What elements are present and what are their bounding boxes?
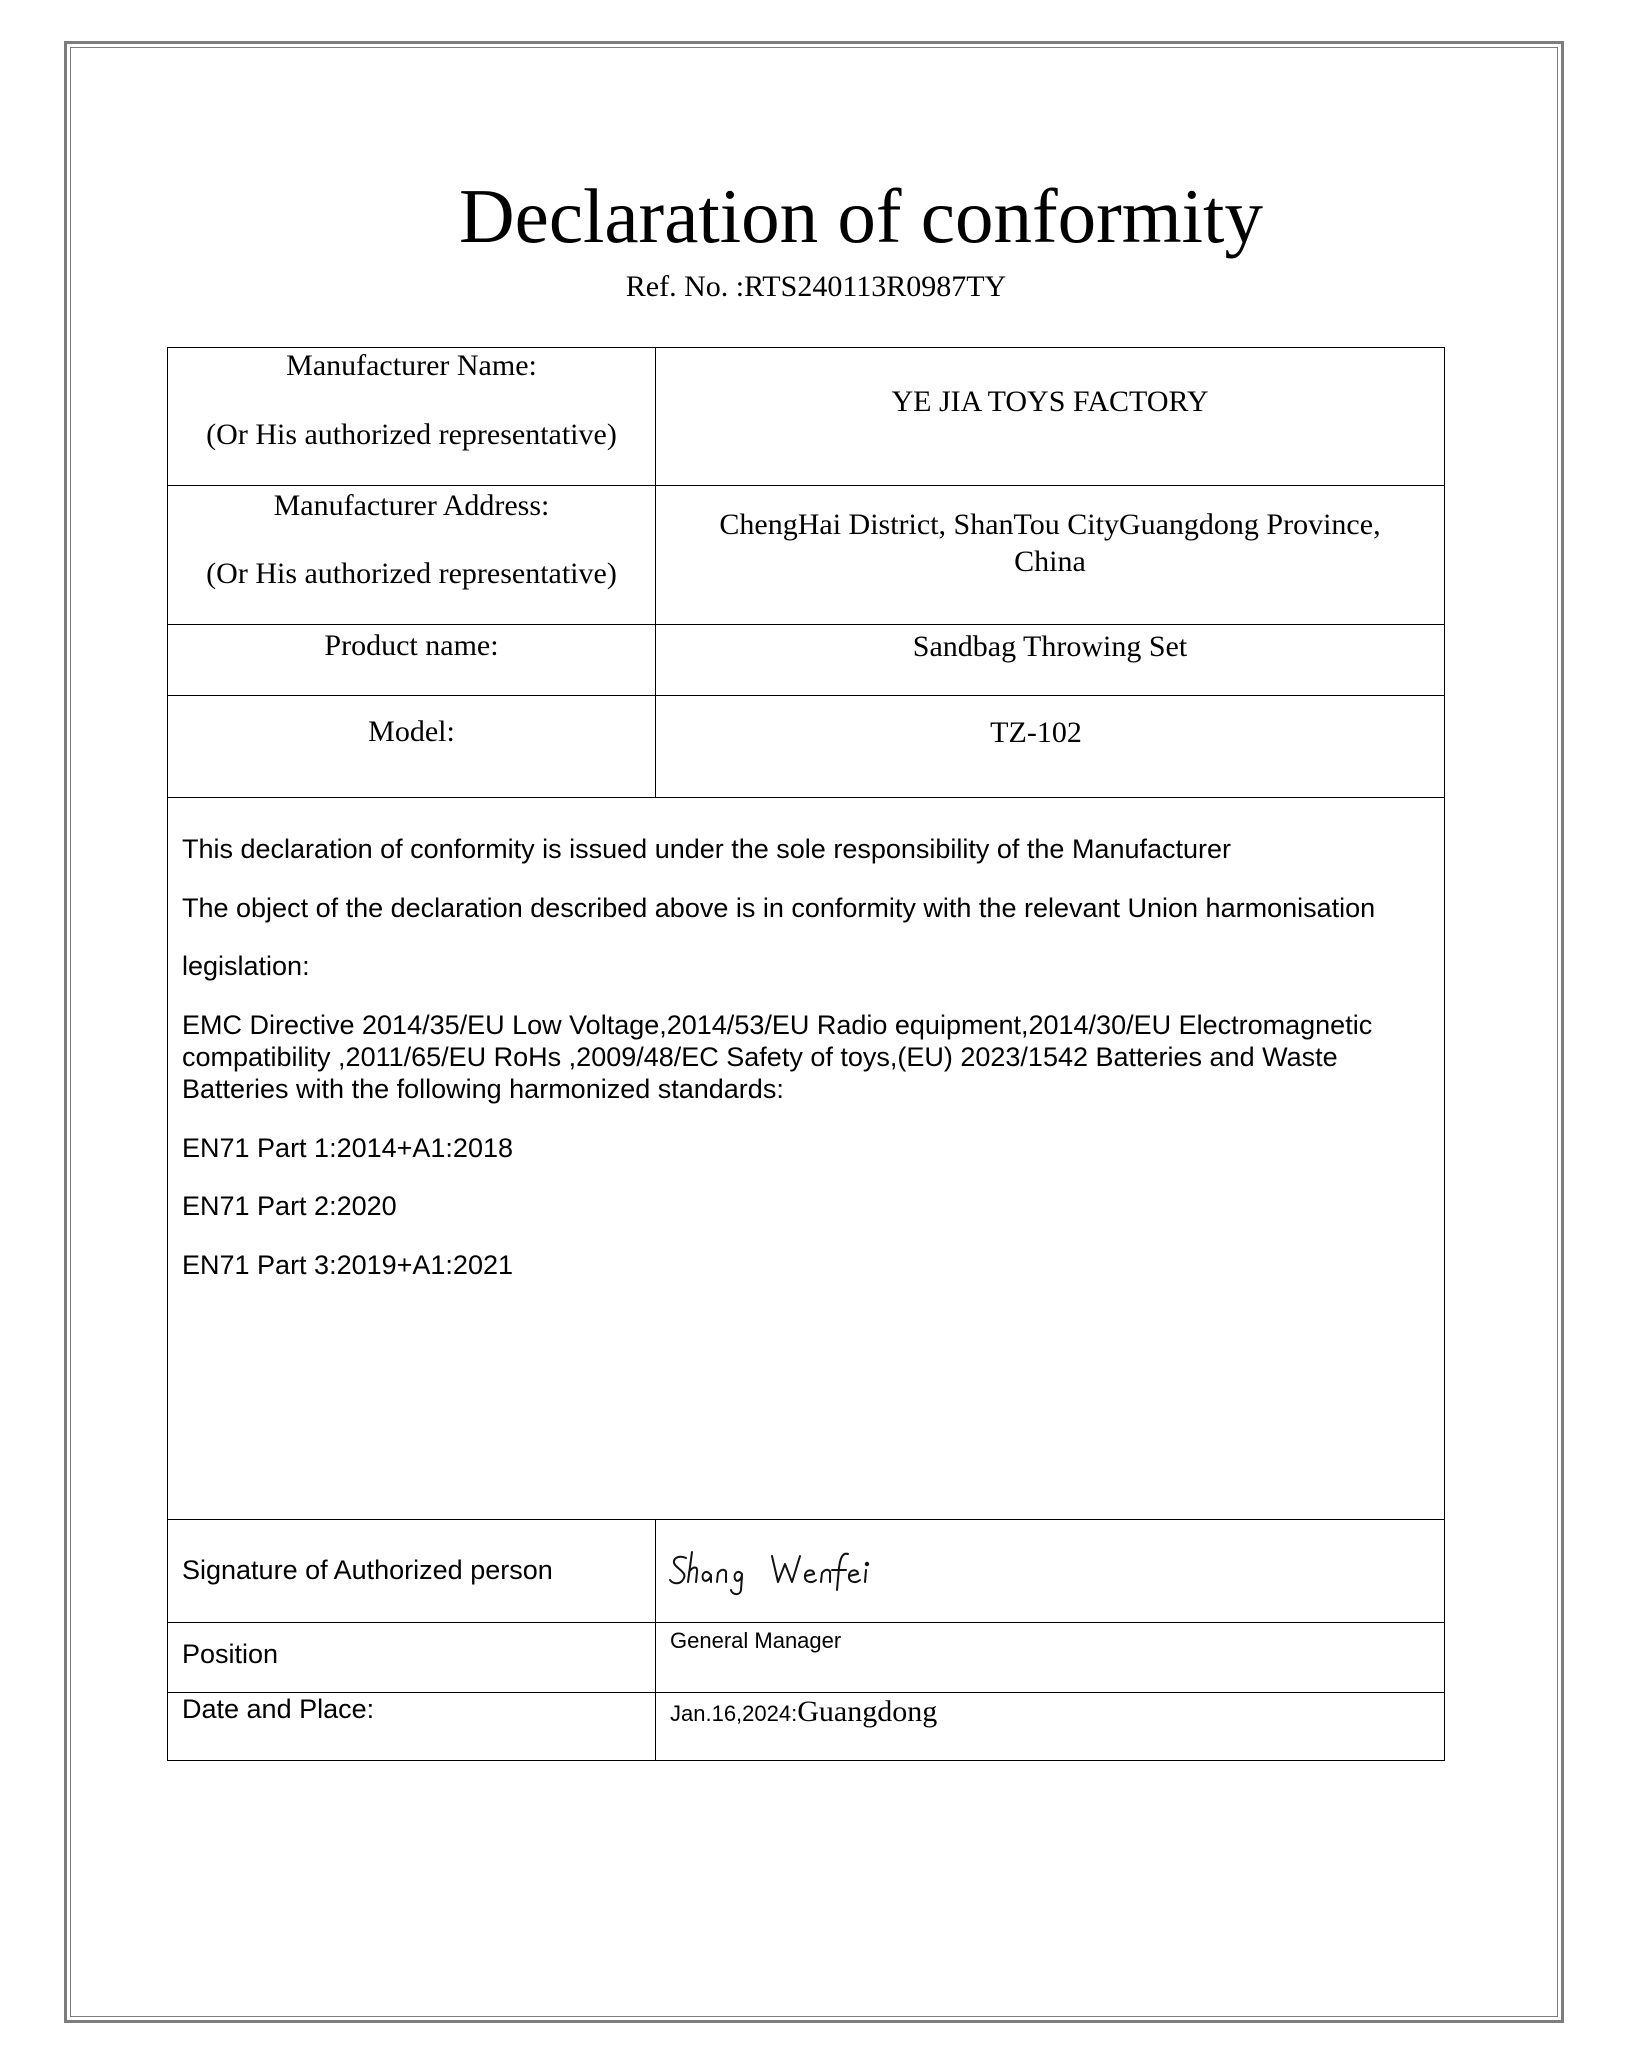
- date-place-value: [670, 1695, 937, 1729]
- standard-item-1: EN71 Part 1:2014+A1:2018: [182, 1133, 514, 1163]
- table-line-row5: [167, 1519, 1445, 1520]
- product-name-label: Product name:: [324, 629, 499, 662]
- reference-number: Ref. No. :RTS240113R0987TY: [625, 270, 1007, 303]
- table-line-row6: [167, 1622, 1445, 1623]
- declaration-line-2: The object of the declaration described above is in conformity with the relevant Union harmonisation: [182, 893, 1376, 923]
- position-value: General Manager: [670, 1628, 842, 1653]
- place-value: Guangdong: [797, 1695, 938, 1728]
- standard-item-3: EN71 Part 3:2019+A1:2021: [182, 1250, 514, 1280]
- manufacturer-address-value-line1: ChengHai District, ShanTou CityGuangdong Province,: [719, 508, 1381, 541]
- table-line-row2: [167, 624, 1445, 625]
- manufacturer-address-label: Manufacturer Address:: [273, 489, 550, 522]
- model-label: Model:: [368, 715, 455, 748]
- product-name-value: Sandbag Throwing Set: [912, 630, 1188, 663]
- date-place-label: Date and Place:: [182, 1694, 375, 1724]
- manufacturer-name-value: YE JIA TOYS FACTORY: [891, 385, 1209, 418]
- table-line-row1: [167, 485, 1445, 486]
- manufacturer-name-sublabel: (Or His authorized representative): [206, 418, 617, 451]
- table-divider-bottom: [655, 1519, 656, 1760]
- table-line-row3: [167, 695, 1445, 696]
- model-value: TZ-102: [990, 716, 1082, 749]
- declaration-line-1: This declaration of conformity is issued under the sole responsibility of the Manufacturer: [182, 834, 1232, 864]
- manufacturer-name-label: Manufacturer Name:: [286, 349, 537, 382]
- standard-item-2: EN71 Part 2:2020: [182, 1191, 397, 1221]
- document-title: Declaration of conformity: [459, 173, 1263, 259]
- manufacturer-address-value-line2: China: [1014, 545, 1086, 578]
- table-line-bottom: [167, 1760, 1445, 1761]
- position-label: Position: [182, 1639, 279, 1669]
- table-line-row4: [167, 797, 1445, 798]
- manufacturer-address-sublabel: (Or His authorized representative): [206, 557, 617, 590]
- declaration-line-3: legislation:: [182, 951, 310, 981]
- declaration-directives: EMC Directive 2014/35/EU Low Voltage,2014/53/EU Radio equipment,2014/30/EU Electromagnetic compatibility ,2011/65/EU RoHs ,2009/48/EC Safety of toys,(EU) 2023/1542 Batteries and Waste Batteries with the following harmonized standards:: [182, 1010, 1373, 1104]
- table-border-right: [1444, 347, 1445, 1760]
- signature-label: Signature of Authorized person: [182, 1555, 553, 1585]
- date-value: Jan.16,2024:: [670, 1701, 798, 1726]
- handwritten-signature: [668, 1548, 928, 1596]
